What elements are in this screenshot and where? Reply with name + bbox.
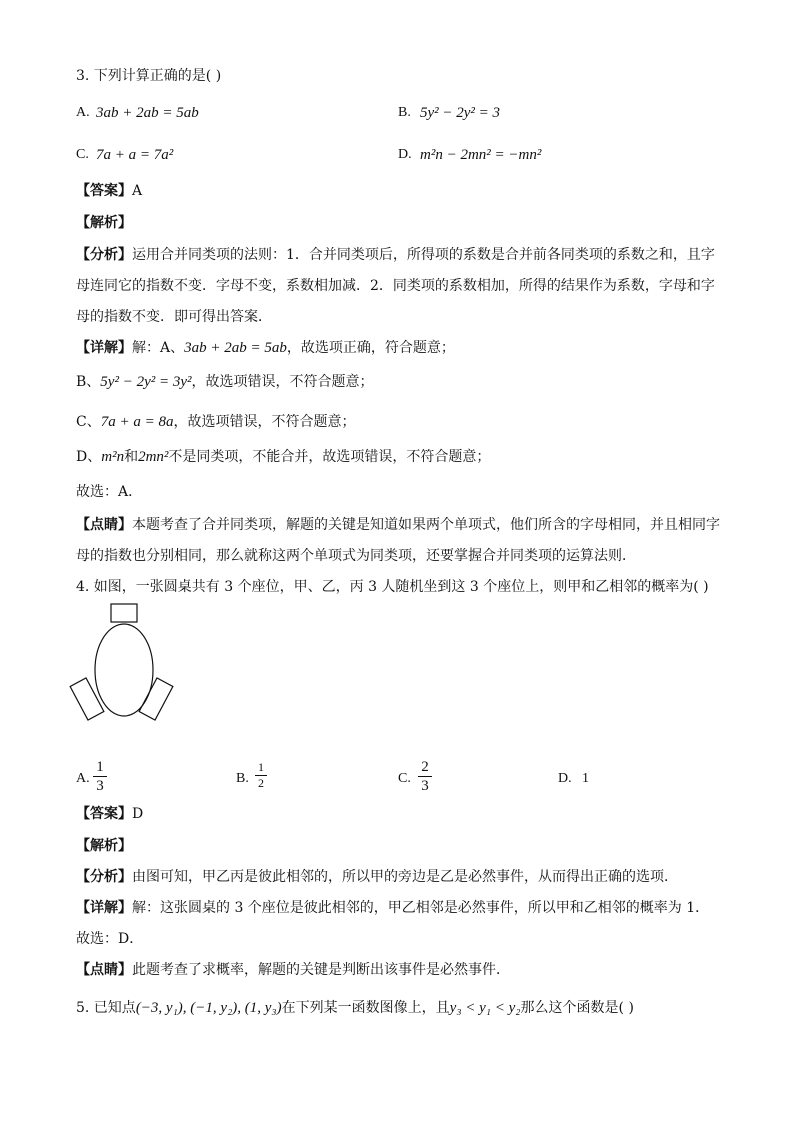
xj-text: ，故选项错误，不符合题意； [191, 374, 374, 390]
q4-dianjing [76, 960, 510, 980]
answer-value: A [132, 183, 143, 199]
answer-value: D [132, 806, 144, 822]
xiangjie-tag: 【详解】 [76, 340, 132, 356]
dianjing-text: 此题考查了求概率，解题的关键是判断出该事件是必然事件． [132, 962, 510, 978]
fenxi-text: 由图可知，甲乙丙是彼此相邻的，所以甲的旁边是乙是必然事件，从而得出正确的选项． [132, 869, 678, 885]
q3-guxuan: 故选：A． [76, 484, 143, 500]
xiangjie-text: 解：这张圆桌的 3 个座位是彼此相邻的，甲乙相邻是必然事件，所以甲和乙相邻的概率为 1． [132, 900, 710, 916]
q4-option-b-fraction [255, 761, 267, 790]
fenxi-text: 运用合并同类项的法则：1．合并同类项后，所得项的系数是合并前各同类项的系数之和，且字 [132, 247, 715, 263]
q4-xiangjie [76, 898, 709, 918]
xj-text: 和 [124, 449, 139, 465]
fenxi-tag: 【分析】 [76, 869, 132, 885]
dianjing-text: 本题考查了合并同类项，解题的关键是知道如果两个单项式，他们所含的字母相同，并且相同字 [132, 517, 720, 533]
q4-stem: 4. 如图，一张圆桌共有 3 个座位，甲、乙，丙 3 人随机坐到这 3 个座位上，则甲和乙相邻的概率为( ) [76, 579, 709, 595]
dianjing-tag: 【点睛】 [76, 517, 132, 533]
q4-option-b-label: B. [236, 771, 249, 786]
q3-option-d-label: D. [398, 147, 412, 162]
q3-option-b-expr: 5y² − 2y² = 3 [420, 105, 501, 121]
xj-expr: m²n [101, 449, 125, 465]
q5-text: 5. 已知点 [76, 1000, 136, 1016]
answer-tag: 【答案】 [76, 806, 132, 822]
q3-option-b-label: B. [398, 105, 411, 120]
xj-text: 不是同类项，不能合并，故选项错误，不符合题意； [168, 449, 491, 465]
xj-text: B、 [76, 374, 101, 390]
q3-analysis-tag: 【解析】 [76, 215, 132, 231]
xj-expr: 2mn² [138, 449, 169, 465]
q3-stem: 3. 下列计算正确的是( ) [76, 68, 222, 84]
q4-fenxi [76, 867, 678, 887]
denominator: 2 [258, 776, 264, 790]
q5-text: 在下列某一函数图像上，且 [281, 1000, 450, 1016]
xj-text: 解：A、 [132, 340, 185, 356]
q3-option-a-expr: 3ab + 2ab = 5ab [96, 105, 199, 121]
dianjing-tag: 【点睛】 [76, 962, 132, 978]
q5-points: (−3, y₁), (−1, y₂), (1, y₃) [135, 1000, 282, 1016]
q3-fenxi-line2: 母连同它的指数不变．字母不变，系数相加减．2．同类项的系数相加，所得的结果作为系数，字母和字 [76, 278, 715, 294]
q5-text: 那么这个函数是( ) [520, 1000, 634, 1016]
xiangjie-tag: 【详解】 [76, 900, 132, 916]
q3-option-c-label: C. [76, 147, 89, 162]
q4-option-a-fraction [93, 759, 107, 794]
fenxi-tag: 【分析】 [76, 247, 132, 263]
q4-answer [76, 804, 143, 824]
xj-text: D、 [76, 449, 102, 465]
xj-expr: 5y² − 2y² = 3y² [100, 374, 192, 390]
denominator: 3 [96, 778, 104, 794]
q4-analysis-tag: 【解析】 [76, 838, 132, 854]
seat-left [70, 678, 104, 720]
xj-text: ，故选项正确，符合题意； [286, 340, 455, 356]
xj-expr: 3ab + 2ab = 5ab [184, 340, 287, 356]
q5-inequality: y₃ < y₁ < y₂ [449, 1000, 521, 1016]
seat-right [139, 678, 173, 720]
denominator: 3 [421, 778, 429, 794]
q4-option-d-label: D. [558, 771, 572, 786]
xj-text: ，故选项错误，不符合题意； [173, 414, 356, 430]
answer-tag: 【答案】 [76, 183, 132, 199]
q3-option-a-label: A. [76, 105, 90, 120]
xj-text: C、 [76, 414, 101, 430]
q4-guxuan: 故选：D． [76, 931, 144, 947]
q5-stem [76, 998, 634, 1018]
q3-dianjing-line2: 母的指数也分别相同，那么就称这两个单项式为同类项，还要掌握合并同类项的运算法则． [76, 548, 636, 564]
q3-fenxi-line3: 母的指数不变．即可得出答案． [76, 309, 272, 325]
q4-option-c-fraction [418, 759, 432, 794]
q4-option-a-label: A. [76, 771, 90, 786]
q4-option-d-value: 1 [582, 771, 589, 786]
numerator: 1 [96, 759, 104, 775]
numerator: 2 [421, 759, 429, 775]
q3-option-d-expr: m²n − 2mn² = −mn² [420, 147, 542, 163]
seat-top [111, 604, 137, 622]
q4-option-c-label: C. [398, 771, 411, 786]
numerator: 1 [258, 760, 264, 774]
q3-option-c-expr: 7a + a = 7a² [96, 147, 174, 163]
xj-expr: 7a + a = 8a [100, 414, 174, 430]
